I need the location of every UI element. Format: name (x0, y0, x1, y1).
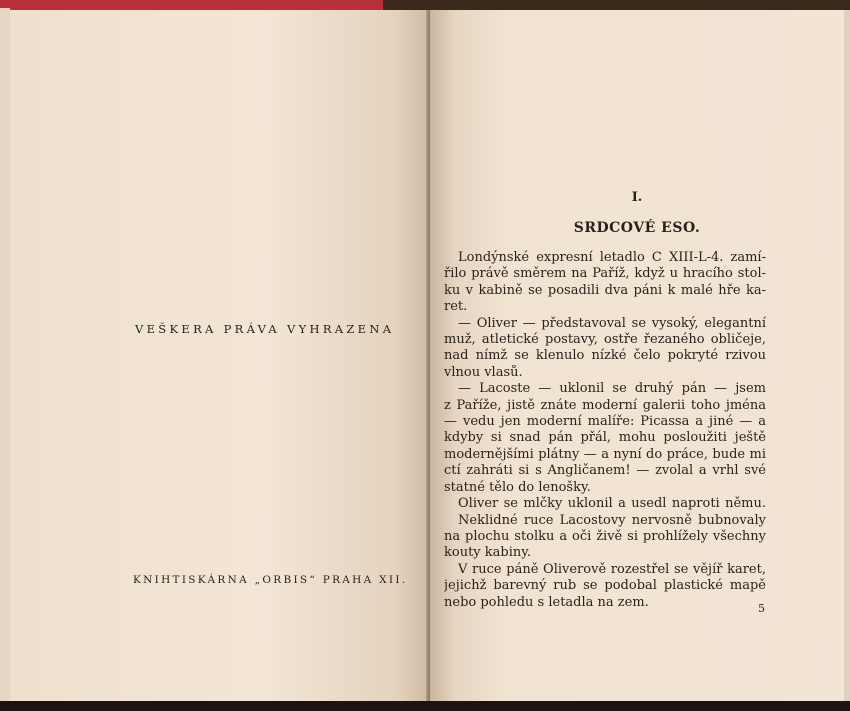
chapter-title: SRDCOVÉ ESO. (573, 220, 701, 236)
text-line: Neklidné ruce Lacostovy nervosně bubnovaly (458, 512, 766, 528)
chapter-number: I. (631, 190, 643, 205)
text-line: Oliver se mlčky uklonil a usedl naproti němu. (458, 496, 766, 512)
text-line: — Lacoste — uklonil se druhý pán — jsem (458, 381, 766, 397)
rights-notice: VEŠKERA PRÁVA VYHRAZENA (135, 322, 395, 336)
text-line: na plochu stolku a oči živě si prohlížely všechny (444, 528, 766, 544)
text-line: nebo pohledu s letadla na zem. (444, 594, 649, 610)
text-line: vlnou vlasů. (444, 364, 523, 380)
text-line: řilo právě směrem na Paříž, když u hracího stol- (444, 266, 766, 282)
page-edges-right (844, 10, 850, 702)
left-page (10, 10, 430, 702)
text-line: jejichž barevný rub se podobal plastické mapě (444, 578, 766, 594)
text-line: modernějšími plátny — a nyní do práce, bude mi (444, 446, 766, 462)
page-edges-left (0, 8, 10, 703)
chapter-body (444, 250, 766, 611)
text-line: ku v kabině se posadili dva páni k malé hře ka- (444, 282, 766, 298)
text-line: ctí zahráti si s Angličanem! — zvolal a vrhl své (444, 463, 766, 479)
text-line: nad nímž se klenulo nízké čelo pokryté rzivou (444, 348, 766, 364)
text-line: z Paříže, jistě znáte moderní galerii toho jména (444, 397, 766, 413)
text-line: kouty kabiny. (444, 545, 532, 561)
right-page (430, 10, 844, 702)
text-line: Londýnské expresní letadlo C XIII-L-4. zamí- (458, 250, 766, 265)
text-line: kdyby si snad pán přál, mohu posloužiti ještě (444, 430, 766, 446)
text-line: — Oliver — představoval se vysoký, elegantní (458, 315, 766, 331)
book-bottom-edge (0, 701, 850, 711)
page-number: 5 (758, 602, 765, 615)
text-line: V ruce páně Oliverově rozestřel se vějíř karet, (458, 561, 766, 577)
text-line: ret. (444, 299, 468, 315)
text-line: — vedu jen moderní malíře: Picassa a jiné — a (444, 414, 766, 430)
printer-imprint: KNIHTISKÁRNA „ORBIS“ PRAHA XII. (133, 574, 408, 586)
text-line: muž, atletické postavy, ostře řezaného obličeje, (444, 332, 766, 348)
text-line: statné tělo do lenošky. (444, 479, 591, 495)
